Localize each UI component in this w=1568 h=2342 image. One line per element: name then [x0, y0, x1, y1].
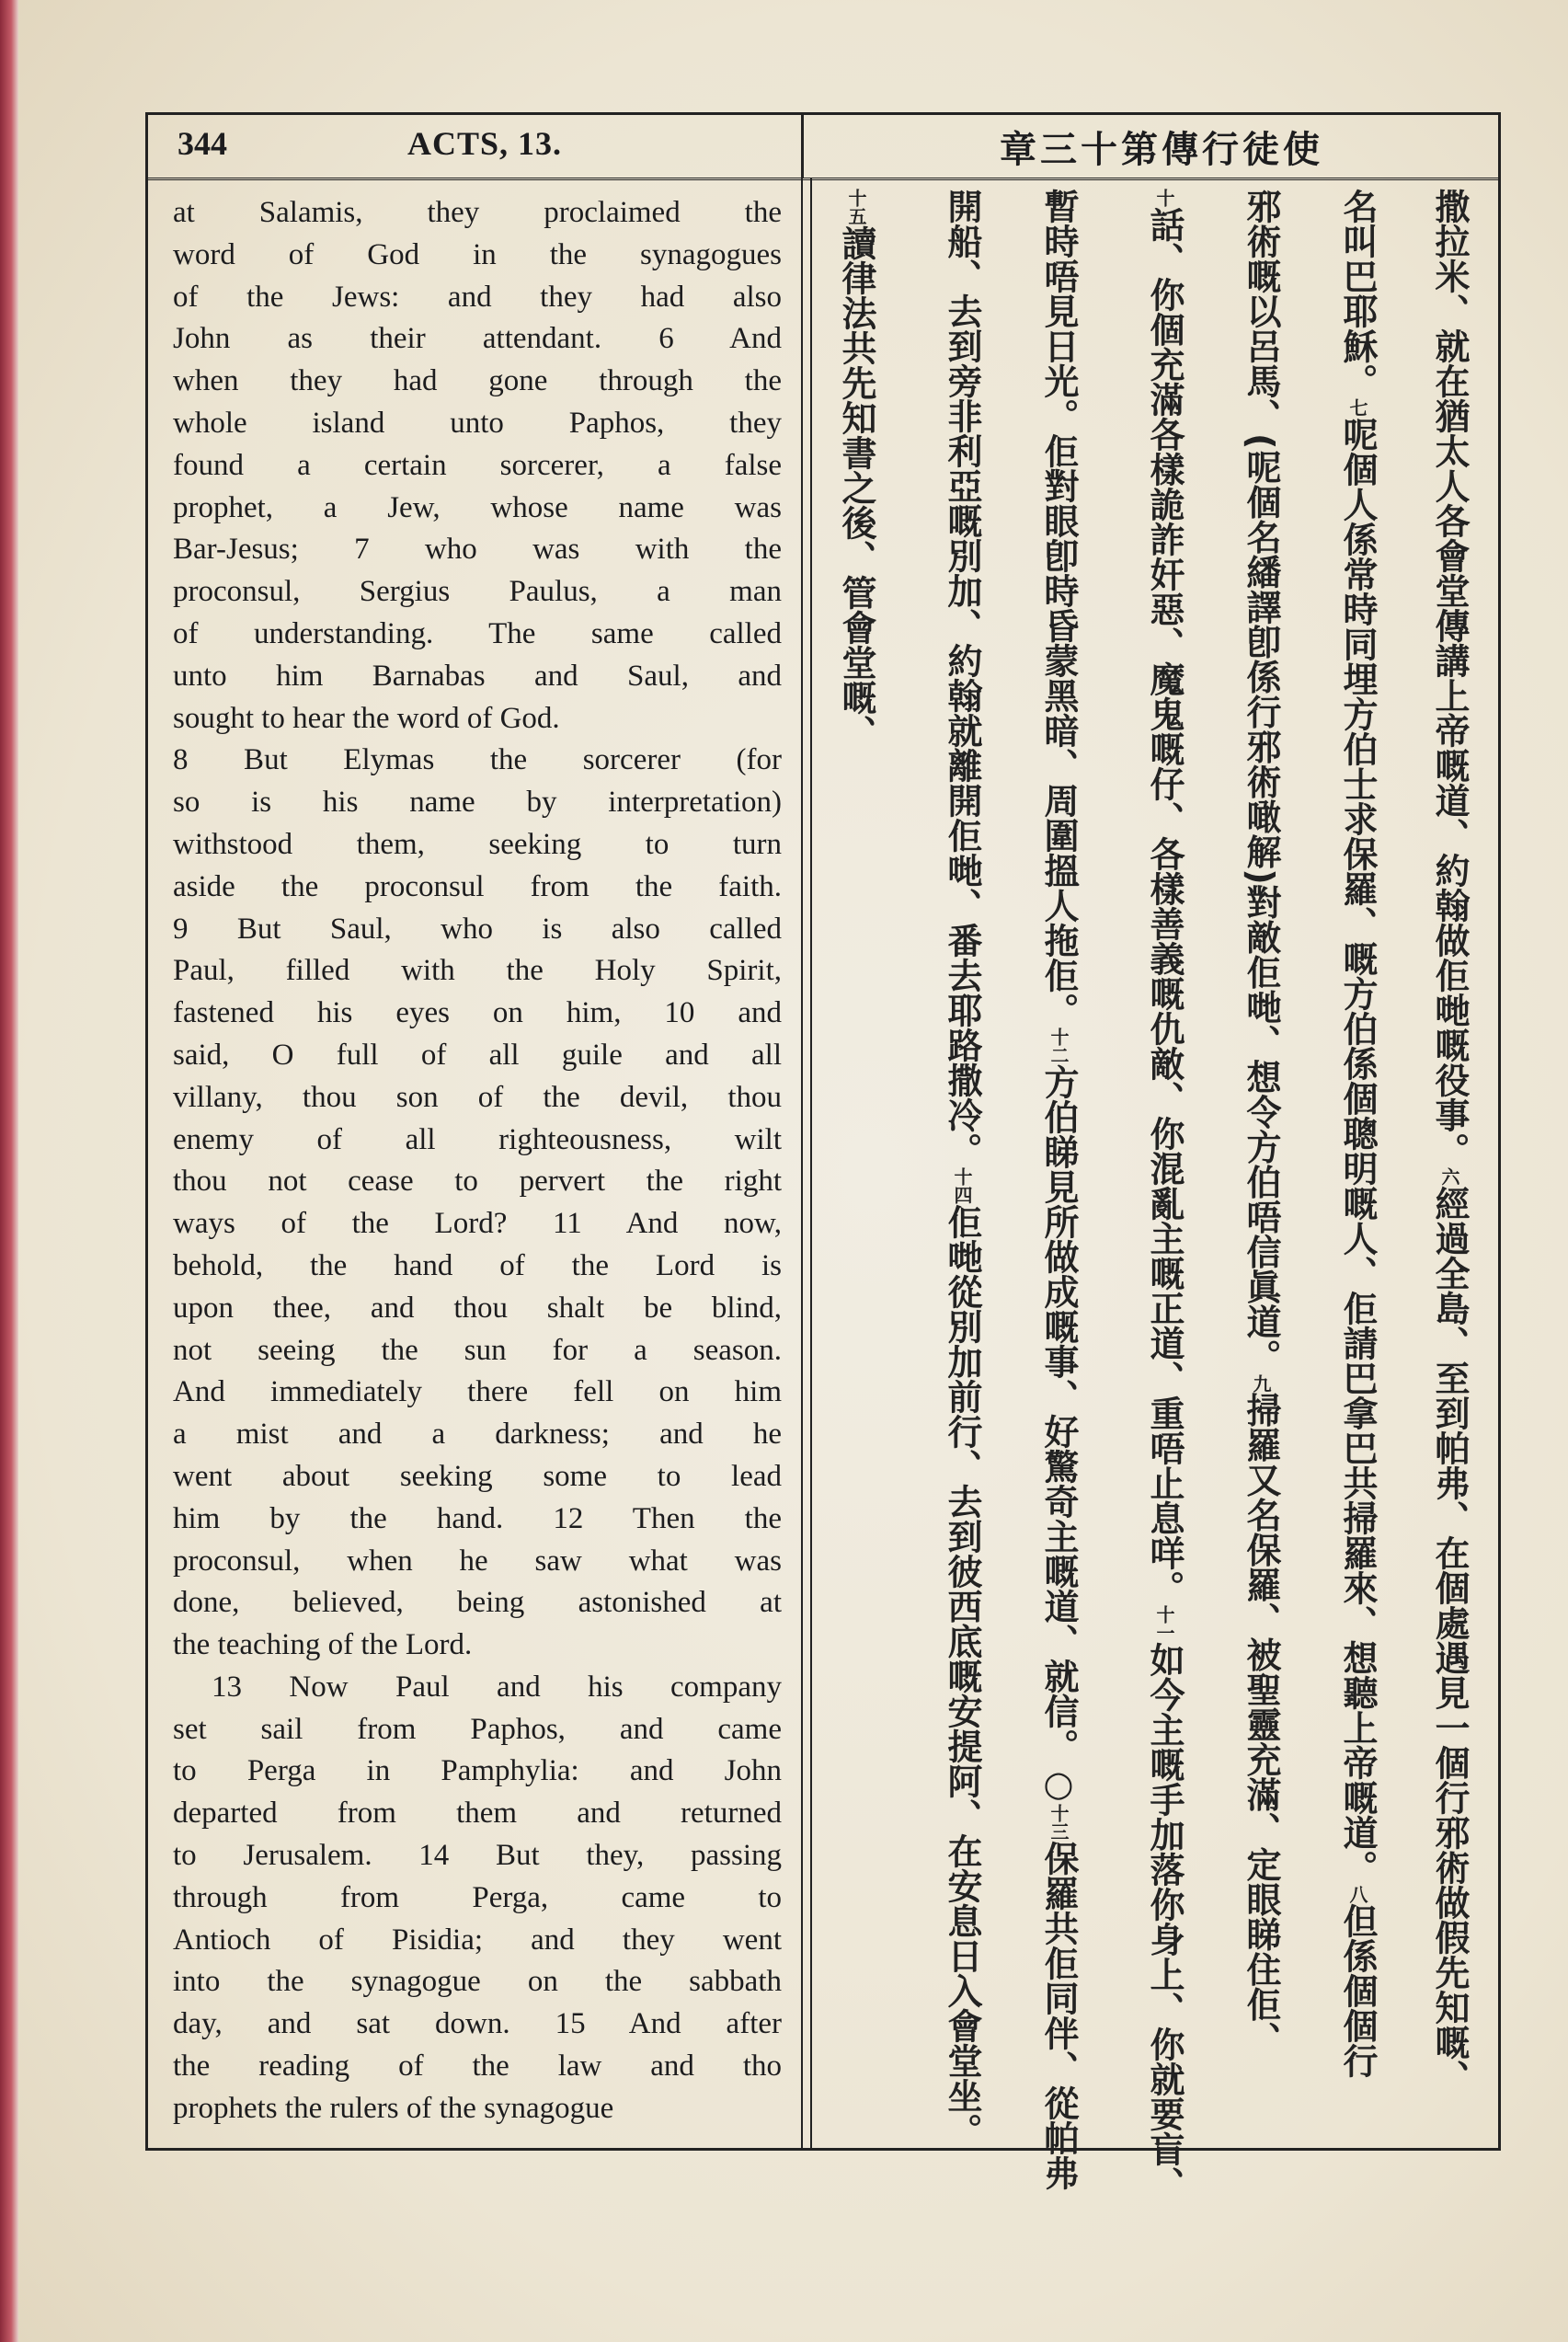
verse-number: 十四	[951, 1167, 973, 1204]
text-line: him by the hand. 12 Then the	[173, 1501, 782, 1535]
text-line: day, and sat down. 15 And after	[173, 2007, 782, 2041]
chinese-column	[1137, 189, 1192, 2201]
text-line: at Salamis, they proclaimed the	[173, 196, 782, 229]
text-line: sought to hear the word of God.	[173, 701, 560, 735]
text-line: departed from them and returned	[173, 1797, 782, 1831]
text-line: withstood them, seeking to turn	[173, 827, 782, 861]
chinese-column	[1330, 189, 1385, 2143]
header-divider	[801, 115, 804, 178]
chinese-text: 但係個個行	[1337, 1903, 1378, 2078]
chinese-text: 掃羅又名保羅、被聖靈充滿、定眼睇住佢、	[1241, 1392, 1281, 2057]
text-line: when they had gone through the	[173, 364, 782, 398]
english-text-column	[173, 192, 782, 2130]
chinese-text: 開船、去到旁非利亞嘅別加、約翰就離開佢哋、番去耶路撒冷。	[942, 189, 982, 1167]
text-line: through from Perga, came to	[173, 1880, 782, 1914]
verse-number: 十二	[1047, 1027, 1070, 1064]
text-line: set sail from Paphos, and came	[173, 1712, 782, 1746]
text-line: behold, the hand of the Lord is	[173, 1248, 782, 1282]
chinese-text: 保羅共佢同伴、從帕弗	[1038, 1841, 1079, 2190]
page	[18, 0, 1568, 2342]
book-edge	[0, 0, 18, 2342]
text-line: And immediately there fell on him	[173, 1375, 782, 1409]
running-header	[148, 115, 1498, 180]
chinese-chapter-title: 使徒行傳第十三章	[1000, 129, 1323, 171]
text-line: done, believed, being astonished at	[173, 1586, 782, 1620]
text-line: thou not cease to pervert the right	[173, 1165, 782, 1199]
chinese-text: 名叫巴耶穌。	[1337, 189, 1378, 398]
text-line: not seeing the sun for a season.	[173, 1333, 782, 1367]
chinese-text: 經過全島、至到帕弗、在個處遇見一個行邪術做假先知嘅、	[1429, 1186, 1470, 2095]
text-line: of the Jews: and they had also	[173, 280, 782, 314]
text-line: enemy of all righteousness, wilt	[173, 1122, 782, 1156]
text-line: the reading of the law and tho	[173, 2049, 782, 2084]
text-line: 13 Now Paul and his company	[212, 1670, 782, 1704]
text-line: John as their attendant. 6 And	[173, 322, 782, 356]
text-line: proconsul, when he saw what was	[173, 1544, 782, 1578]
page-frame	[145, 112, 1501, 2201]
verse-number: 八	[1346, 1885, 1368, 1903]
chinese-column	[1233, 189, 1288, 2143]
text-line: of understanding. The same called	[173, 616, 782, 650]
text-line: to Perga in Pamphylia: and John	[173, 1754, 782, 1788]
chinese-text: 如今主嘅手加落你身上、你就要盲、	[1144, 1642, 1185, 2201]
text-line: whole island unto Paphos, they	[173, 406, 782, 440]
chinese-column	[829, 189, 884, 2143]
text-line: upon thee, and thou shalt be blind,	[173, 1291, 782, 1325]
page-number: 344	[177, 125, 227, 162]
verse-number: 十	[1153, 189, 1175, 207]
text-line: into the synagogue on the sabbath	[173, 1965, 782, 1999]
chinese-column	[1422, 189, 1477, 2143]
verse-number: 六	[1438, 1167, 1460, 1186]
text-line: said, O full of all guile and all	[173, 1038, 782, 1072]
text-line: 8 But Elymas the sorcerer (for	[173, 743, 782, 777]
chinese-column	[1031, 189, 1086, 2190]
verse-number: 十五	[845, 189, 867, 225]
text-line: word of God in the synagogues	[173, 237, 782, 271]
verse-number: 九	[1250, 1373, 1272, 1393]
text-line: the teaching of the Lord.	[173, 1628, 473, 1662]
chinese-text: 方伯睇見所做成嘅事、好驚奇主嘅道、就信。○	[1038, 1064, 1079, 1804]
verse-number: 十一	[1153, 1605, 1175, 1642]
chinese-text: 撒拉米、就在猶太人各會堂傳講上帝嘅道、約翰做佢哋嘅役事。	[1429, 189, 1470, 1167]
text-line: unto him Barnabas and Saul, and	[173, 659, 782, 693]
chinese-text: 邪術嘅以呂馬、(呢個名繙譯卽係行邪術噉解)對敵佢哋、想令方伯唔信眞道。	[1241, 189, 1281, 1374]
text-line: prophets the rulers of the synagogue	[173, 2091, 614, 2125]
text-line: a mist and a darkness; and he	[173, 1418, 782, 1452]
text-line: to Jerusalem. 14 But they, passing	[173, 1839, 782, 1873]
verse-number: 七	[1346, 398, 1368, 417]
chinese-text: 暫時唔見日光。佢對眼卽時昏蒙黑暗、周圍搵人拖佢。	[1038, 189, 1079, 1027]
chinese-text: 讀律法共先知書之後、管會堂嘅、	[836, 225, 876, 750]
text-line: proconsul, Sergius Paulus, a man	[173, 575, 782, 609]
chinese-text: 呢個人係常時同埋方伯士求保羅、嘅方伯係個聰明嘅人、佢請巴拿巴共掃羅來、想聽上帝嘅道。	[1337, 417, 1378, 1885]
chinese-text: 佢哋從別加前行、去到彼西底嘅安提阿、在安息日入會堂坐。	[942, 1204, 982, 2148]
text-line: fastened his eyes on him, 10 and	[173, 996, 782, 1030]
chinese-column	[934, 189, 990, 2148]
verse-number: 十三	[1047, 1804, 1070, 1841]
text-line: 9 But Saul, who is also called	[173, 912, 782, 946]
text-line: found a certain sorcerer, a false	[173, 448, 782, 482]
text-line: Bar-Jesus; 7 who was with the	[173, 533, 782, 567]
text-line: Paul, filled with the Holy Spirit,	[173, 954, 782, 988]
text-line: went about seeking some to lead	[173, 1459, 782, 1493]
text-line: ways of the Lord? 11 And now,	[173, 1207, 782, 1241]
text-line: so is his name by interpretation)	[173, 786, 782, 820]
chinese-text: 話、你個充滿各樣詭詐奸惡、魔鬼嘅仔、各樣善義嘅仇敵、你混亂主嘅正道、重唔止息咩。	[1144, 207, 1185, 1605]
text-line: aside the proconsul from the faith.	[173, 869, 782, 903]
text-line: Antioch of Pisidia; and they went	[173, 1923, 782, 1957]
text-line: prophet, a Jew, whose name was	[173, 490, 782, 524]
text-line: villany, thou son of the devil, thou	[173, 1080, 782, 1114]
column-divider	[801, 178, 812, 2148]
book-chapter: ACTS, 13.	[407, 125, 563, 162]
